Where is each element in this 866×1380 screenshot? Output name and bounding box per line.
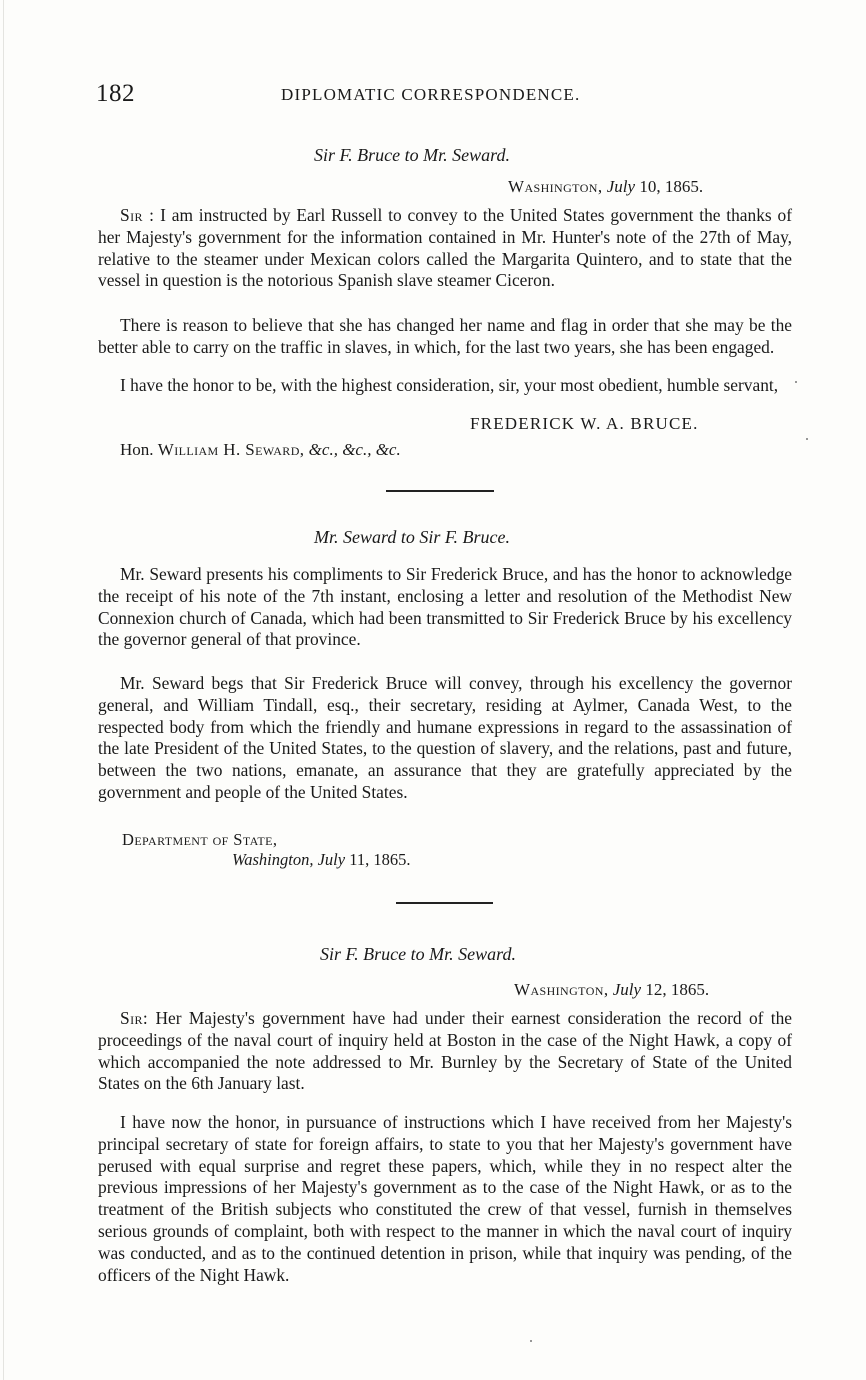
scan-speck <box>806 438 808 440</box>
section-divider-1 <box>386 490 494 492</box>
letter1-signature: FREDERICK W. A. BRUCE. <box>470 414 699 433</box>
letter3-date-place: Washington, <box>514 980 609 999</box>
page-number: 182 <box>96 80 135 107</box>
letter3-para1-text: Her Majesty's government have had under their earnest consideration the record of the proceedings of the naval court of inquiry held at Boston in the case of the Night Hawk, a copy of which accompanied the note addressed to Mr. Burnley by the Secretary of State of the United States on the 6th January last. <box>98 1008 792 1094</box>
addressee-etc: &c., &c., &c. <box>308 440 401 459</box>
letter1-addressee <box>120 440 401 460</box>
letter3-date-rest: 12, 1865. <box>645 980 710 999</box>
scan-speck <box>530 1340 532 1342</box>
letter1-paragraph-2: There is reason to believe that she has changed her name and flag in order that she may be the better able to carry on the traffic in slaves, in which, for the last two years, she has been engaged. <box>98 315 792 357</box>
letter1-para1-text: I am instructed by Earl Russell to convey to the United States government the thanks of her Majesty's government for the information contained in Mr. Hunter's note of the 27th of May, relative to the steamer under Mexican colors called the Margarita Quintero, and to state that the vessel in question is the notorious Spanish slave steamer Ciceron. <box>98 205 792 291</box>
letter3-dateline <box>514 980 709 1000</box>
letter2-paragraph-1: Mr. Seward presents his compliments to Sir Frederick Bruce, and has the honor to acknowledge the receipt of his note of the 7th instant, enclosing a letter and resolution of the Methodist New Connexion church of Canada, which had been transmitted to Sir Frederick Bruce by his excellency the governor general of that province. <box>98 564 792 650</box>
letter1-paragraph-1 <box>98 205 792 292</box>
dept-month: July <box>317 850 346 869</box>
letter1-date-month: July <box>606 177 636 196</box>
letter3-paragraph-2: I have now the honor, in pursuance of instructions which I have received from her Majesty's principal secretary of state for foreign affairs, to state to you that her Majesty's government have perused with equal surprise and regret these papers, which, while they in no respect alter the previous impressions of her Majesty's government as to the case of the Night Hawk, or as to the treatment of the British subjects who constituted the crew of that vessel, furnish in themselves serious grounds of complaint, both with respect to the manner in which the naval court of inquiry was conducted, and as to the continued detention in prison, while that inquiry was pending, of the officers of the Night Hawk. <box>98 1112 792 1285</box>
letter1-dateline <box>508 177 703 197</box>
letter1-date-rest: 10, 1865. <box>639 177 704 196</box>
letter3-paragraph-1 <box>98 1008 792 1095</box>
section-divider-2 <box>396 902 493 904</box>
addressee-name: William H. Seward, <box>157 440 305 459</box>
scan-speck <box>795 381 797 383</box>
letter2-paragraph-2: Mr. Seward begs that Sir Frederick Bruce will convey, through his excellency the governor general, and William Tindall, esq., their secretary, residing at Aylmer, Canada West, to the respected body from which the friendly and humane expressions in regard to the assassination of the late President of the United States, to the question of slavery, and the relations, past and future, between the two nations, emanate, an assurance that they are gratefully appreciated by the government and people of the United States. <box>98 673 792 802</box>
letter3-salutation: Sir: <box>120 1008 149 1028</box>
dept-place: Washington, <box>232 850 314 869</box>
letter1-heading: Sir F. Bruce to Mr. Seward. <box>314 145 510 165</box>
page-edge <box>3 0 4 1380</box>
dept-rest: 11, 1865. <box>349 850 411 869</box>
letter3-date-month: July <box>612 980 642 999</box>
letter1-salutation: Sir : <box>120 205 155 225</box>
letter2-heading: Mr. Seward to Sir F. Bruce. <box>314 527 510 547</box>
letter2-dept <box>122 830 277 850</box>
addressee-hon: Hon. <box>120 440 154 459</box>
page-header <box>96 80 796 110</box>
letter2-dept-dateline <box>232 850 410 870</box>
letter1-paragraph-3: I have the honor to be, with the highest consideration, sir, your most obedient, humble servant, <box>120 375 779 395</box>
dept-name: Department of State, <box>122 830 278 849</box>
running-title: DIPLOMATIC CORRESPONDENCE. <box>281 85 581 104</box>
letter1-date-place: Washington, <box>508 177 603 196</box>
letter3-heading: Sir F. Bruce to Mr. Seward. <box>320 944 516 964</box>
